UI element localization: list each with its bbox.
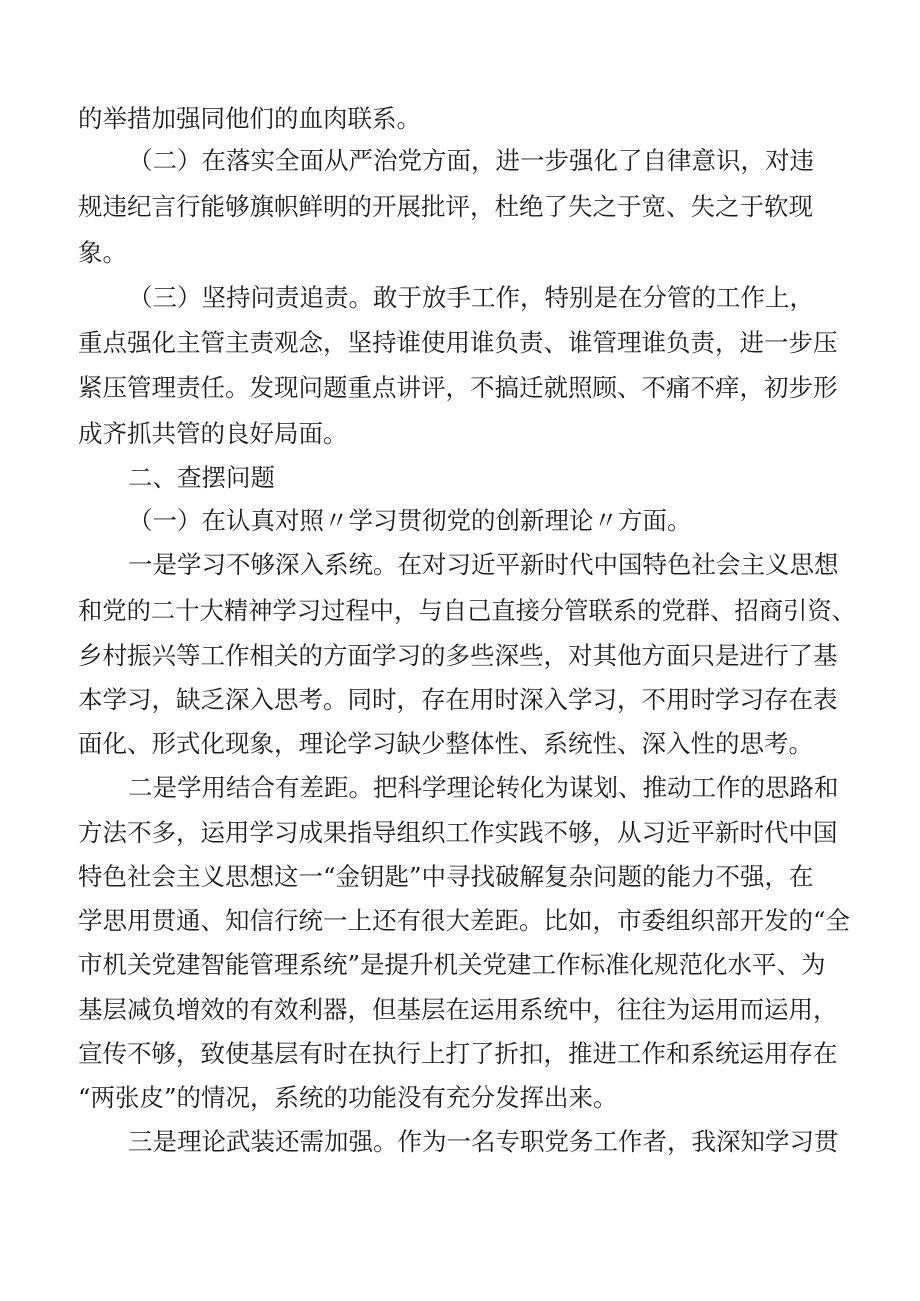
text-line: 面化、形式化现象，理论学习缺少整体性、系统性、深入性的思考。: [78, 729, 813, 758]
text-line: 学思用贯通、知信行统一上还有很大差距。比如，市委组织部开发的“全: [78, 906, 851, 935]
text-line: 方法不多，运用学习成果指导组织工作实践不够，从习近平新时代中国: [78, 818, 838, 847]
text-line: 一是学习不够深入系统。在对习近平新时代中国特色社会主义思想: [128, 550, 839, 579]
text-line: 市机关党建智能管理系统”是提升机关党建工作标准化规范化水平、为: [78, 950, 826, 979]
text-line: 紧压管理责任。发现问题重点讲评，不搞迁就照顾、不痛不痒，初步形: [78, 373, 838, 402]
text-line: 特色社会主义思想这一“金钥匙”中寻找破解复杂问题的能力不强，在: [78, 862, 814, 891]
text-line: 三是理论武装还需加强。作为一名专职党务工作者，我深知学习贯: [128, 1127, 839, 1156]
text-line: 乡村振兴等工作相关的方面学习的多些深些，对其他方面只是进行了基: [78, 641, 838, 670]
text-line: 和党的二十大精神学习过程中，与自己直接分管联系的党群、招商引资、: [78, 596, 856, 625]
text-line: （二）在落实全面从严治党方面，进一步强化了自律意识，对违: [128, 146, 814, 175]
section-heading: 二、查摆问题: [128, 463, 275, 492]
text-line: 重点强化主管主责观念，坚持谁使用谁负责、谁管理谁负责，进一步压: [78, 328, 838, 357]
text-line: 的举措加强同他们的血肉联系。: [78, 104, 421, 133]
text-line: 成齐抓共管的良好局面。: [78, 419, 348, 448]
text-line: 本学习，缺乏深入思考。同时，存在用时深入学习，不用时学习存在表: [78, 685, 838, 714]
text-line: 规违纪言行能够旗帜鲜明的开展批评，杜绝了失之于宽、失之于软现: [78, 192, 813, 221]
subsection-heading: （一）在认真对照〃学习贯彻党的创新理论〃方面。: [128, 506, 692, 535]
text-line: 二是学用结合有差距。把科学理论转化为谋划、推动工作的思路和: [128, 773, 839, 802]
text-line: 基层减负增效的有效利器，但基层在运用系统中，往往为运用而运用，: [78, 995, 838, 1024]
text-line: 宣传不够，致使基层有时在执行上打了折扣，推进工作和系统运用存在: [78, 1039, 838, 1068]
text-line: “两张皮”的情况，系统的功能没有充分发挥出来。: [78, 1083, 618, 1112]
text-line: （三）坚持问责追责。敢于放手工作，特别是在分管的工作上，: [128, 283, 814, 312]
text-line: 象。: [78, 238, 127, 267]
